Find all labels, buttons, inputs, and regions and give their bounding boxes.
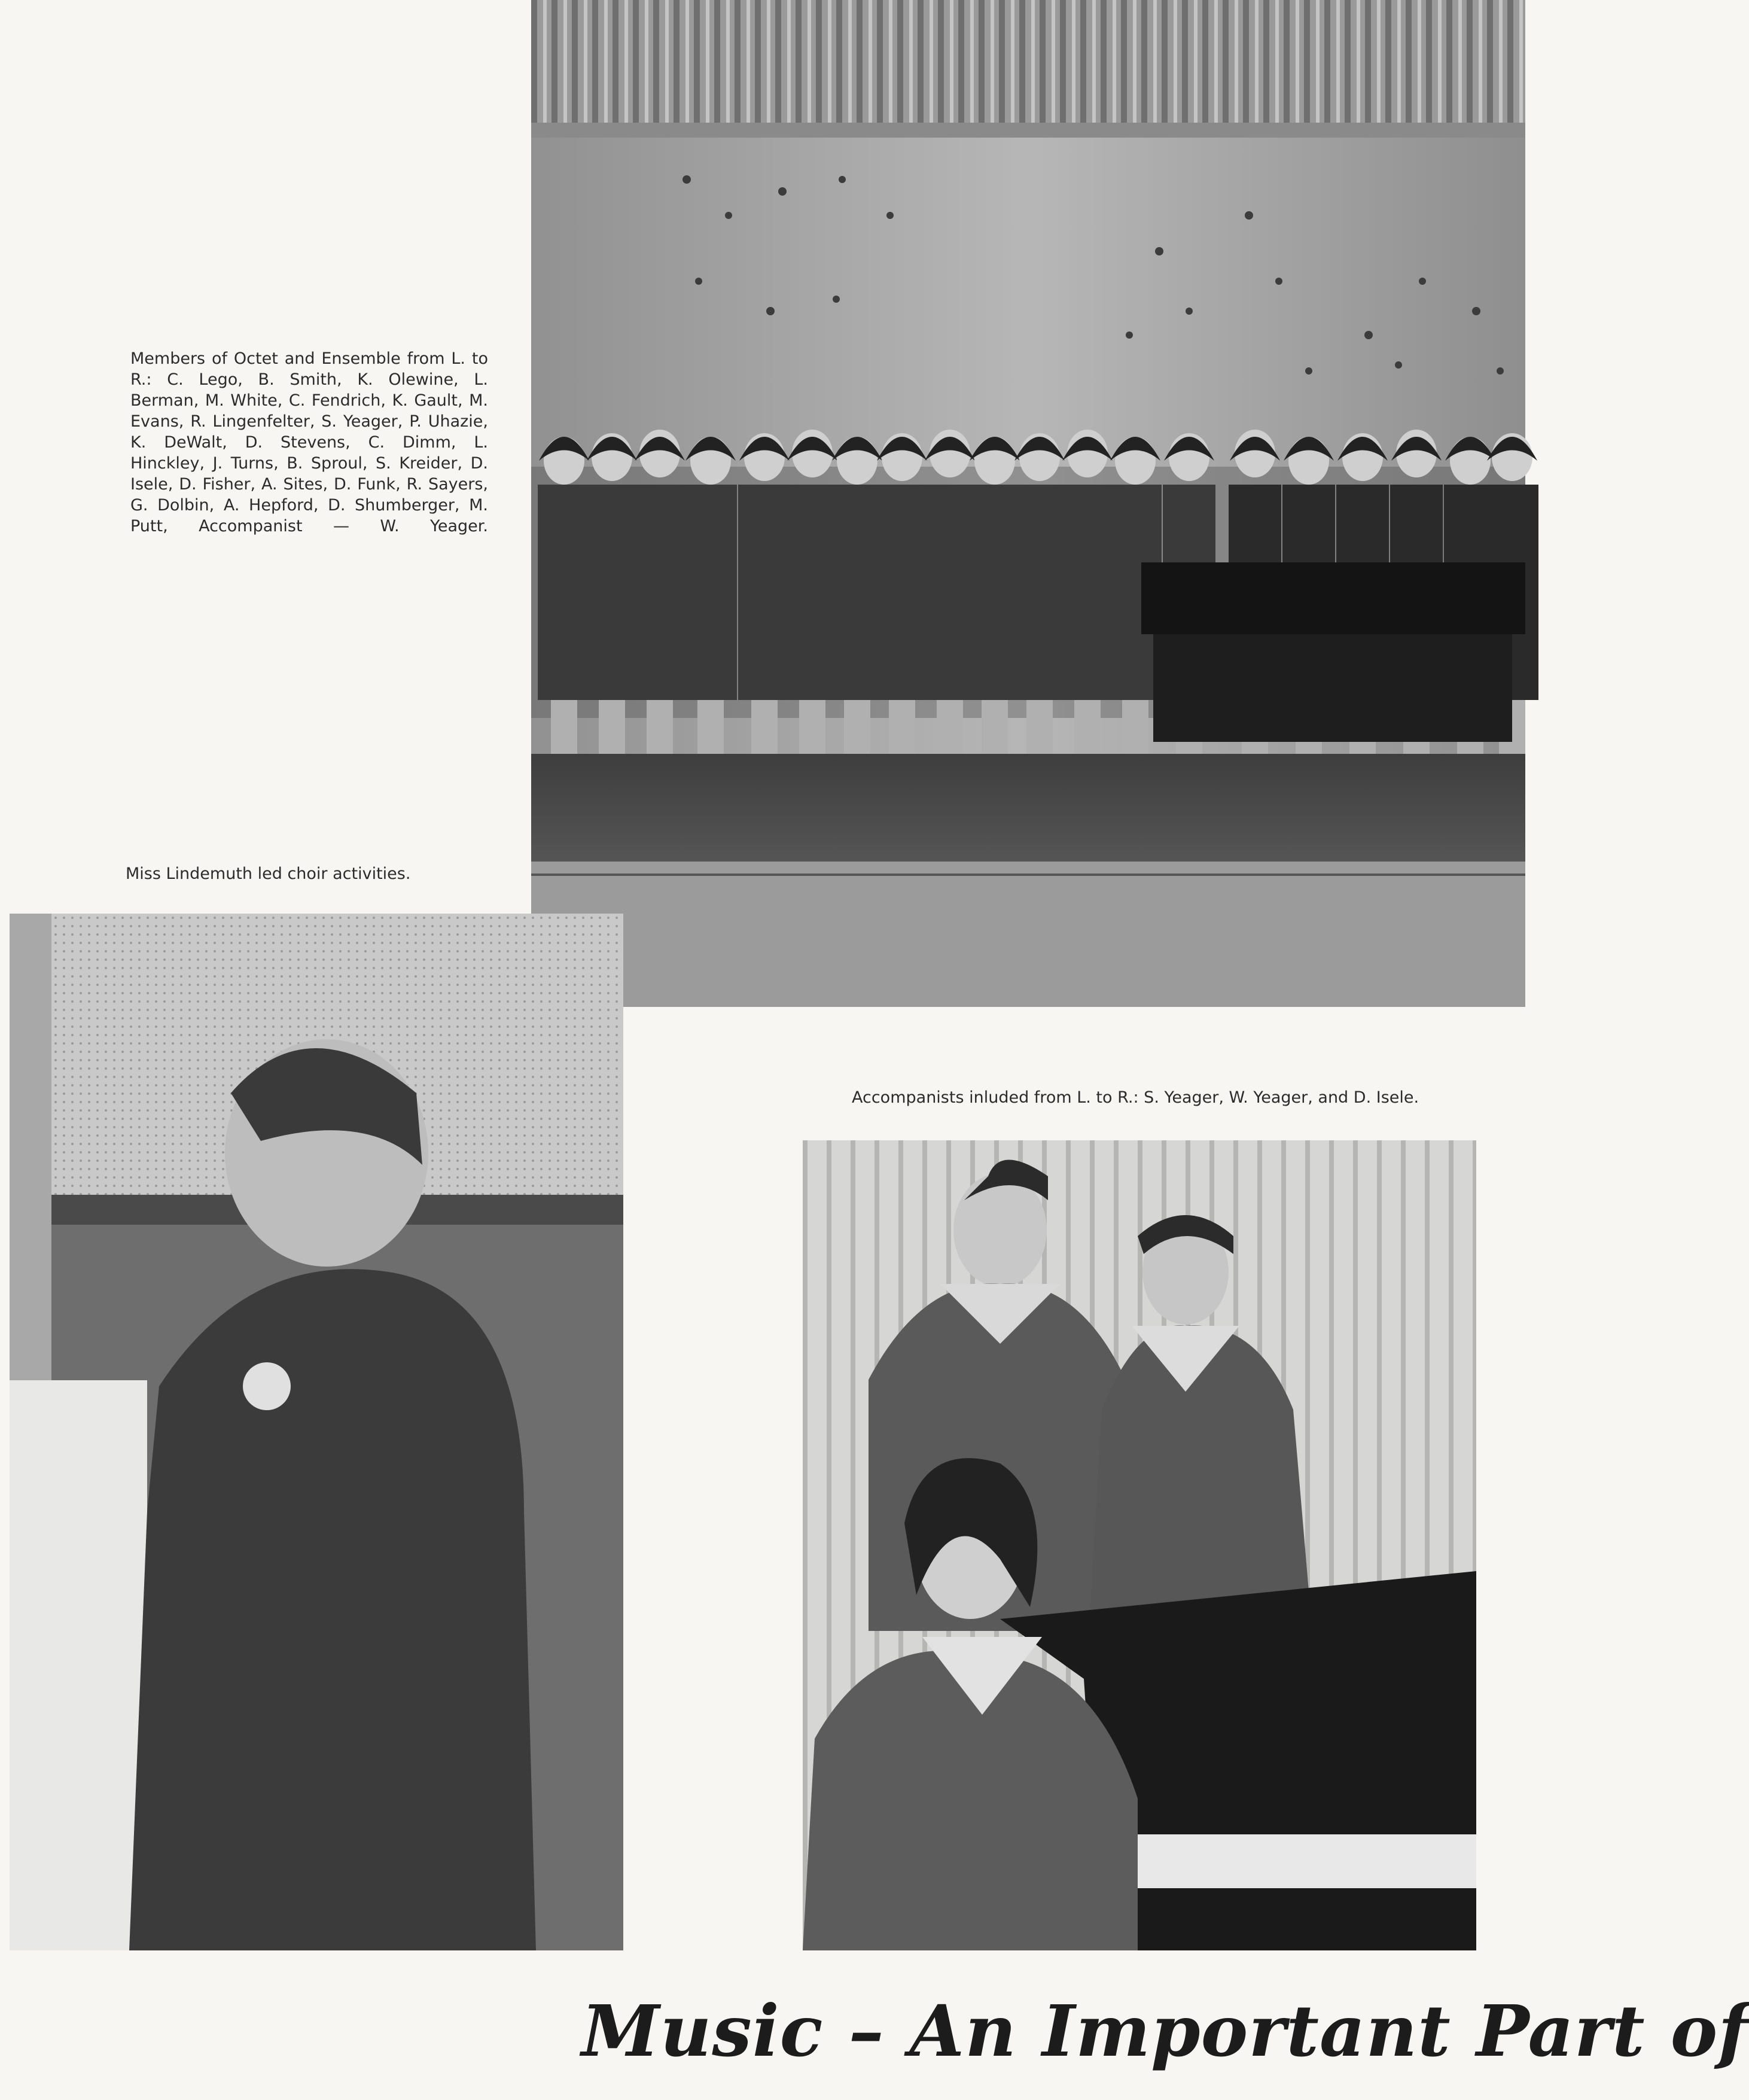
accompanists-caption: Accompanists inluded from L. to R.: S. Yeager, W. Yeager, and D. Isele. bbox=[852, 1088, 1419, 1107]
page-headline: Music – An Important Part of bbox=[581, 1989, 1749, 2072]
accompanists-photo bbox=[803, 1140, 1476, 1950]
lindemuth-caption: Miss Lindemuth led choir activities. bbox=[126, 865, 411, 883]
ensemble-photo bbox=[531, 0, 1525, 1007]
members-caption: Members of Octet and Ensemble from L. to R.: C. Lego, B. Smith, K. Olewine, L. Berman, M. White, C. Fendrich, K. Gault, M. Evans, R. Lingenfelter, S. Yeager, P. Uhazie, K. DeWalt, D. Stevens, C. Dimm, L. Hinckley, J. Turns, B. Sproul, S. Kreider, D. Isele, D. Fisher, A. Sites, D. Funk, R. Sayers, G. Dolbin, A. Hepford, D. Shumberger, M. Putt, Accompanist — W. Yeager. bbox=[130, 349, 488, 535]
teacher-photo bbox=[10, 914, 623, 1950]
